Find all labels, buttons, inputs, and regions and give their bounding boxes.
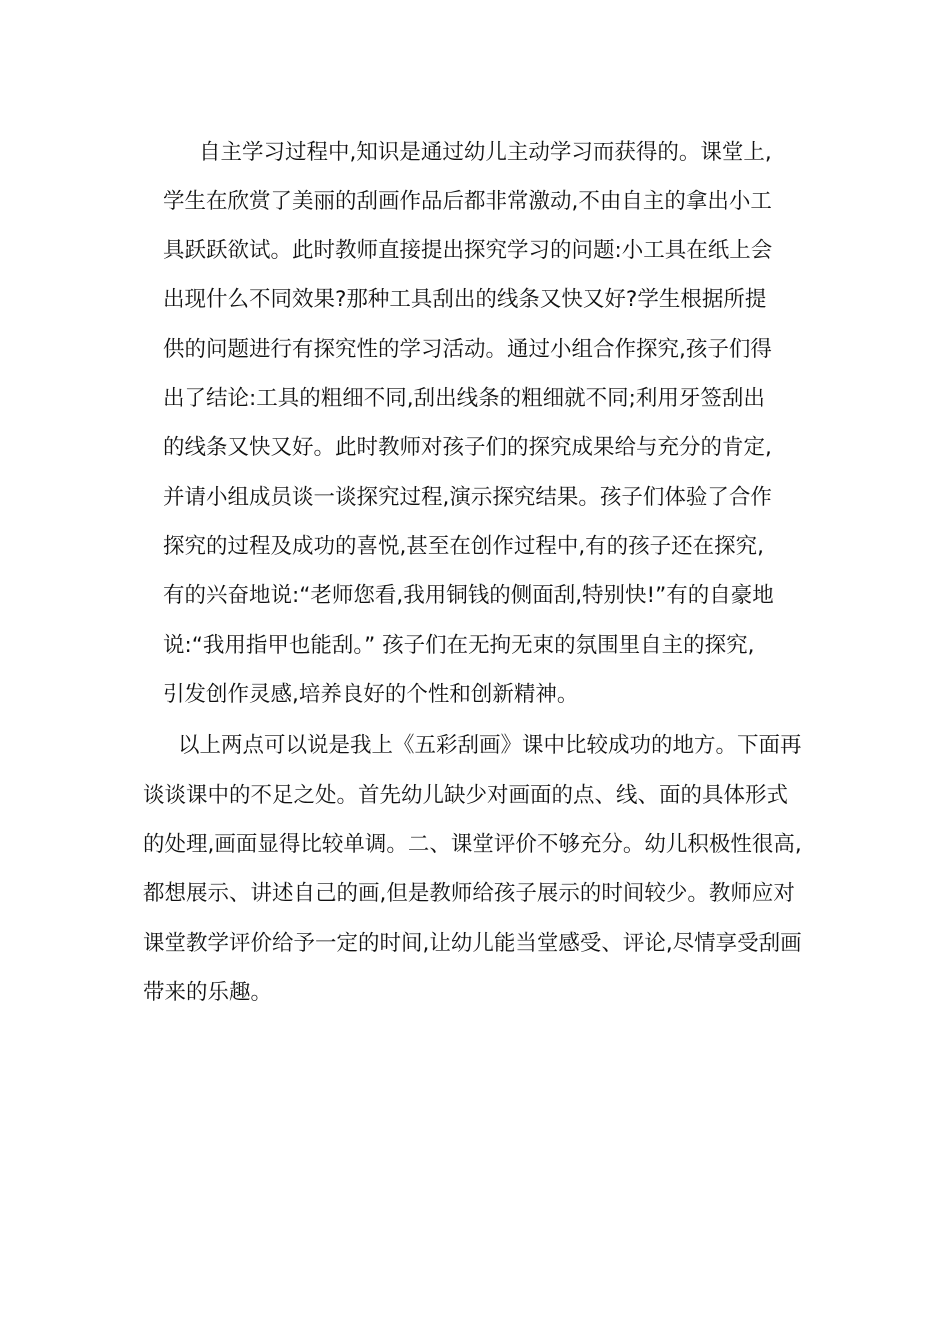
paragraph-2-line-6: 带来的乐趣。 <box>143 980 273 1005</box>
paragraph-1-line-5: 供的问题进行有探究性的学习活动。通过小组合作探究,孩子们得 <box>163 337 772 362</box>
paragraph-1-line-12: 引发创作灵感,培养良好的个性和创新精神。 <box>163 682 579 707</box>
paragraph-2-line-2: 谈谈课中的不足之处。首先幼儿缺少对画面的点、线、面的具体形式 <box>143 783 789 808</box>
paragraph-1-line-11: 说:“我用指甲也能刮。” 孩子们在无拘无束的氛围里自主的探究, <box>163 633 755 658</box>
paragraph-1-line-3: 具跃跃欲试。此时教师直接提出探究学习的问题:小工具在纸上会 <box>163 238 773 263</box>
paragraph-2-line-5: 课堂教学评价给予一定的时间,让幼儿能当堂感受、评论,尽情享受刮画 <box>143 931 802 956</box>
paragraph-1-line-10: 有的兴奋地说:“老师您看,我用铜钱的侧面刮,特别快!”有的自豪地 <box>163 583 774 608</box>
paragraph-1-line-6: 出了结论:工具的粗细不同,刮出线条的粗细就不同;利用牙签刮出 <box>163 386 765 411</box>
paragraph-2-line-1: 以上两点可以说是我上《五彩刮画》课中比较成功的地方。下面再 <box>178 733 802 758</box>
paragraph-2-line-3: 的处理,画面显得比较单调。二、课堂评价不够充分。幼儿积极性很高, <box>143 832 802 857</box>
paragraph-1-line-8: 并请小组成员谈一谈探究过程,演示探究结果。孩子们体验了合作 <box>163 485 772 510</box>
paragraph-2-line-4: 都想展示、讲述自己的画,但是教师给孩子展示的时间较少。教师应对 <box>143 881 795 906</box>
paragraph-1-line-9: 探究的过程及成功的喜悦,甚至在创作过程中,有的孩子还在探究, <box>163 534 765 559</box>
paragraph-1-line-2: 学生在欣赏了美丽的刮画作品后都非常激动,不由自主的拿出小工 <box>163 189 772 214</box>
paragraph-1-line-4: 出现什么不同效果?那种工具刮出的线条又快又好?学生根据所提 <box>163 287 767 312</box>
paragraph-1-line-7: 的线条又快又好。此时教师对孩子们的探究成果给与充分的肯定, <box>163 435 772 460</box>
paragraph-1-line-1: 自主学习过程中,知识是通过幼儿主动学习而获得的。课堂上, <box>199 140 772 165</box>
